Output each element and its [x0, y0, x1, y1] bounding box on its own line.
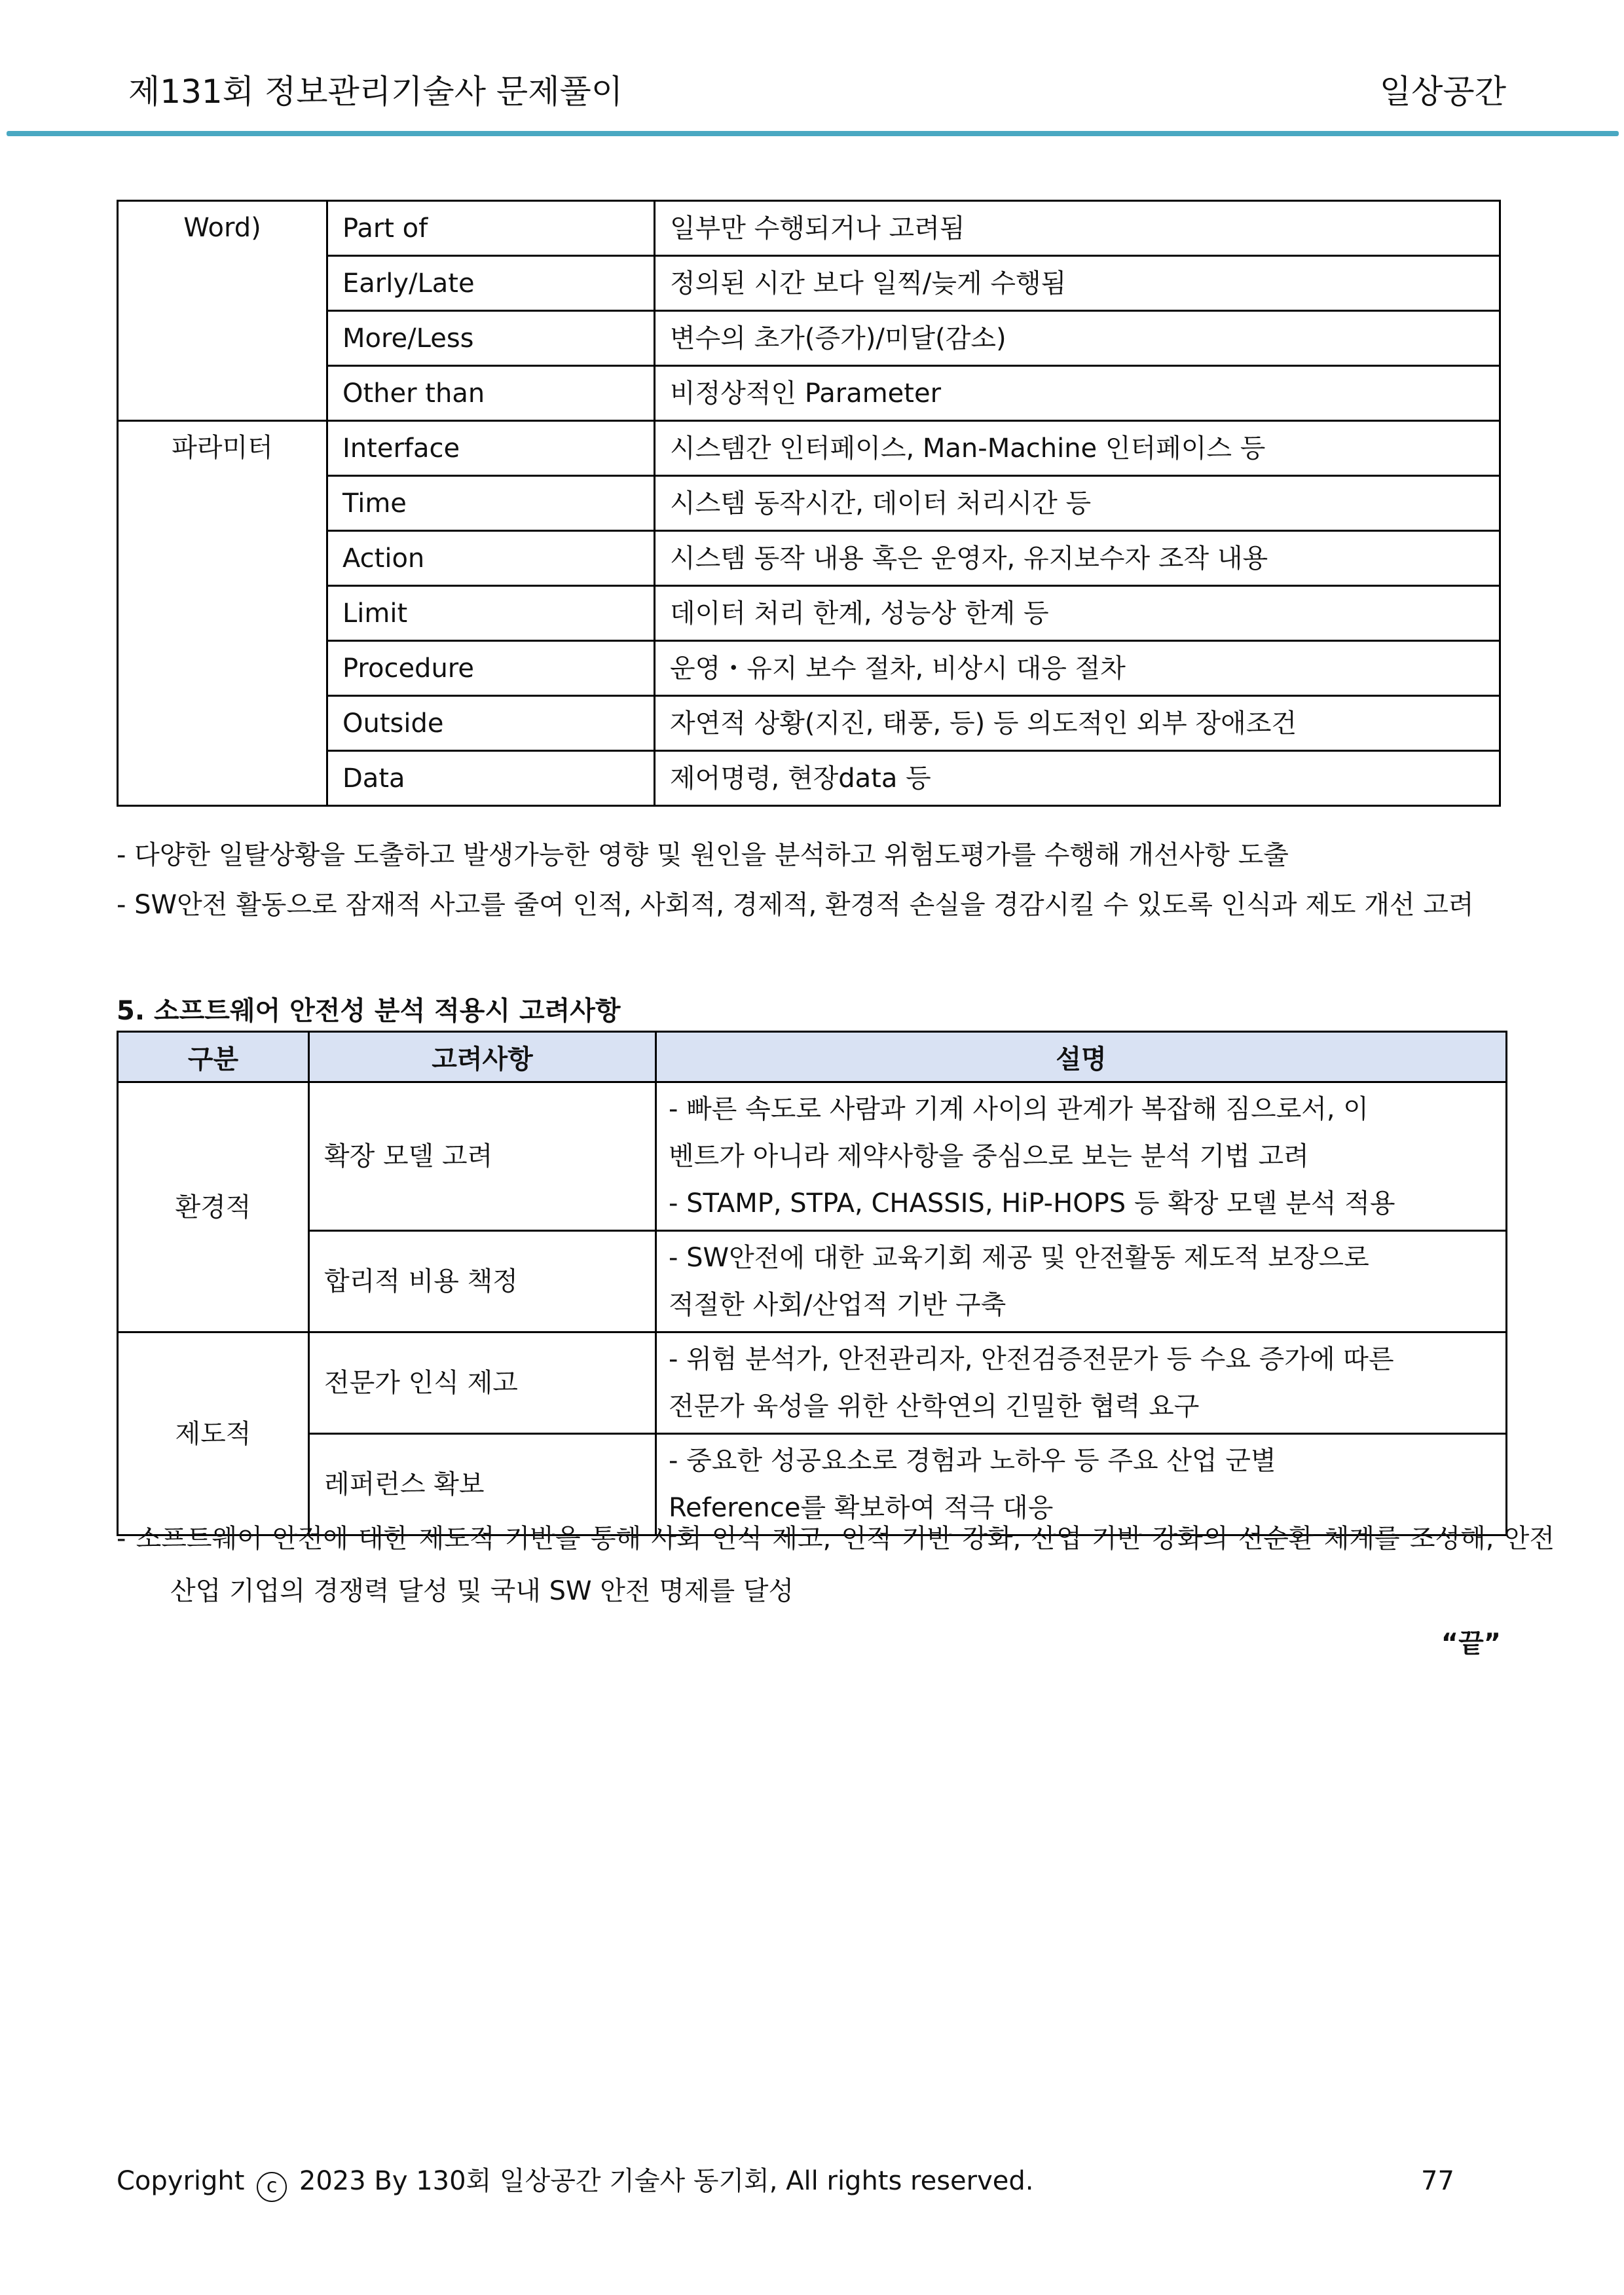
term-cell: Data [327, 751, 655, 806]
description-line: 벤트가 아니라 제약사항을 중심으로 보는 분석 기법 고려 [669, 1141, 1309, 1171]
term-cell: Interface [327, 421, 655, 476]
col-header-description: 설명 [656, 1032, 1507, 1082]
description-line: - SW안전에 대한 교육기회 제공 및 안전활동 제도적 보장으로 [669, 1243, 1369, 1273]
description-line: - 중요한 성공요소로 경험과 노하우 등 주요 산업 군별 [669, 1446, 1276, 1476]
description-cell: 정의된 시간 보다 일찍/늦게 수행됨 [655, 256, 1500, 311]
hazop-guideword-table [117, 200, 1501, 807]
description-line: Reference를 확보하여 적극 대응 [669, 1493, 1054, 1523]
table-row [118, 1082, 1507, 1231]
table-row [118, 421, 1500, 476]
col-header-consideration: 고려사항 [309, 1032, 656, 1082]
description-cell: 운영・유지 보수 절차, 비상시 대응 절차 [655, 641, 1500, 696]
end-mark: “끝” [1441, 1628, 1501, 1659]
description-line: - STAMP, STPA, CHASSIS, HiP-HOPS 등 확장 모델 분석 적용 [669, 1188, 1395, 1219]
description-cell: 시스템 동작 내용 혹은 운영자, 유지보수자 조작 내용 [655, 531, 1500, 586]
description-cell: 데이터 처리 한계, 성능상 한계 등 [655, 586, 1500, 641]
note-paragraph-2: - SW안전 활동으로 잠재적 사고를 줄여 인적, 사회적, 경제적, 환경적 손실을 경감시킬 수 있도록 인식과 제도 개선 고려 [117, 890, 1474, 920]
page-header-title: 제131회 정보관리기술사 문제풀이 [128, 73, 623, 111]
consideration-cell: 전문가 인식 제고 [309, 1332, 656, 1434]
page-header-brand: 일상공간 [1379, 73, 1506, 111]
description-line: - 빠른 속도로 사람과 기계 사이의 관계가 복잡해 짐으로서, 이 [669, 1094, 1369, 1124]
term-cell: Limit [327, 586, 655, 641]
description-cell: 제어명령, 현장data 등 [655, 751, 1500, 806]
description-cell: 변수의 초가(증가)/미달(감소) [655, 311, 1500, 366]
copyright-text: 2023 By 130회 일상공간 기술사 동기회, All rights reserved. [299, 2166, 1034, 2196]
section-5-title: 5. 소프트웨어 안전성 분석 적용시 고려사항 [117, 996, 621, 1026]
footer-copyright [117, 2158, 1034, 2204]
considerations-table [117, 1031, 1507, 1536]
table-row [118, 1332, 1507, 1434]
description-line: 전문가 육성을 위한 산학연의 긴밀한 협력 요구 [669, 1391, 1200, 1422]
category-cell: 파라미터 [118, 421, 327, 806]
description-cell [656, 1332, 1507, 1434]
table-row [118, 201, 1500, 256]
description-cell [656, 1082, 1507, 1231]
category-cell-environmental: 환경적 [118, 1082, 309, 1332]
term-cell: Outside [327, 696, 655, 751]
description-cell [656, 1231, 1507, 1332]
copyright-label: Copyright [117, 2166, 245, 2196]
description-line: - 위험 분석가, 안전관리자, 안전검증전문가 등 수요 증가에 따른 [669, 1344, 1394, 1374]
col-header-category: 구분 [118, 1032, 309, 1082]
term-cell: Action [327, 531, 655, 586]
term-cell: Procedure [327, 641, 655, 696]
consideration-cell: 합리적 비용 책정 [309, 1231, 656, 1332]
copyright-icon: c [257, 2172, 287, 2202]
description-cell: 일부만 수행되거나 고려됨 [655, 201, 1500, 256]
term-cell: More/Less [327, 311, 655, 366]
term-cell: Early/Late [327, 256, 655, 311]
note-paragraph-1: - 다양한 일탈상황을 도출하고 발생가능한 영향 및 원인을 분석하고 위험도평가를 수행해 개선사항 도출 [117, 840, 1289, 870]
description-cell: 비정상적인 Parameter [655, 366, 1500, 421]
considerations-header-row [118, 1032, 1507, 1082]
consideration-cell: 레퍼런스 확보 [309, 1434, 656, 1535]
header-divider [7, 131, 1619, 136]
consideration-cell: 확장 모델 고려 [309, 1082, 656, 1231]
category-cell: Word) [118, 201, 327, 421]
description-line: 적절한 사회/산업적 기반 구축 [669, 1290, 1006, 1320]
table-row [118, 1231, 1507, 1332]
description-cell: 시스템간 인터페이스, Man-Machine 인터페이스 등 [655, 421, 1500, 476]
term-cell: Time [327, 476, 655, 531]
page-number: 77 [1421, 2166, 1454, 2196]
hazop-table-body [118, 201, 1500, 806]
category-cell-institutional: 제도적 [118, 1332, 309, 1535]
note-paragraph-3: - 소프트웨어 안전에 대한 제도적 기반을 통해 사회 인식 제고, 인적 기반 강화, 산업 기반 강화의 선순환 체계를 조성해, 안전 산업 기업의 경쟁력 달성 및 국내 SW 안전 명제를 달성 [117, 1524, 1555, 1606]
term-cell: Other than [327, 366, 655, 421]
term-cell: Part of [327, 201, 655, 256]
description-cell: 시스템 동작시간, 데이터 처리시간 등 [655, 476, 1500, 531]
description-cell: 자연적 상황(지진, 태풍, 등) 등 의도적인 외부 장애조건 [655, 696, 1500, 751]
